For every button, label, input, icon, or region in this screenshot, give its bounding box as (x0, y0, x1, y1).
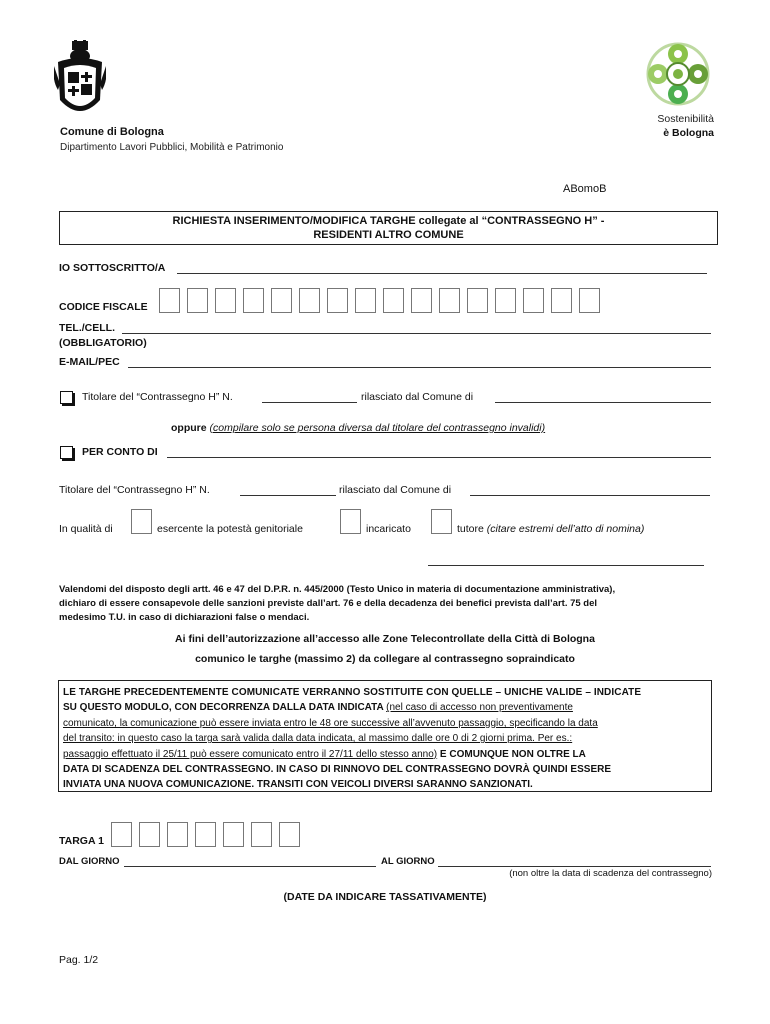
per-conto-input-line[interactable] (167, 457, 711, 458)
notice-line-7: INVIATA UNA NUOVA COMUNICAZIONE. TRANSITI CON VEICOLI DIVERSI SARANNO SANZIONATI. (63, 779, 533, 791)
declaration-line-3: medesimo T.U. in caso di dichiarazioni false o mendaci. (59, 612, 310, 623)
targa-box[interactable] (111, 822, 132, 847)
titolare-text-1: Titolare del “Contrassegno H” N. (82, 391, 233, 403)
notice-line-6: DATA DI SCADENZA DEL CONTRASSEGNO. IN CASO DI RINNOVO DEL CONTRASSEGNO DOVRÀ QUINDI ESSERE (63, 764, 612, 776)
notice-line-5b: E COMUNQUE NON OLTRE LA (437, 748, 586, 760)
notice-line-2 (63, 700, 707, 715)
titolare2-text-1: Titolare del “Contrassegno H” N. (59, 484, 210, 496)
dal-giorno-label: DAL GIORNO (59, 856, 120, 867)
cf-box[interactable] (243, 288, 264, 313)
qualita-opt-incaricato: incaricato (366, 523, 411, 535)
department-name: Dipartimento Lavori Pubblici, Mobilità e Patrimonio (60, 142, 284, 153)
declaration-line-2: dichiaro di essere consapevole delle sanzioni previste dall’art. 76 e della decadenza dei benefici prevista dall’art. 75 del (59, 598, 598, 609)
notice-box (58, 680, 712, 792)
al-giorno-label: AL GIORNO (381, 856, 435, 867)
declaration-line-1 (59, 583, 711, 597)
cf-box[interactable] (383, 288, 404, 313)
declaration-lead: Valendomi del disposto degli artt. 46 e 47 del D.P.R. n. 445/2000 (59, 584, 344, 595)
per-conto-checkbox[interactable] (60, 446, 73, 459)
title-line-2: RESIDENTI ALTRO COMUNE (313, 229, 464, 241)
org-name: Comune di Bologna (60, 126, 164, 138)
purpose-line-2: comunico le targhe (massimo 2) da collegare al contrassegno sopraindicato (195, 653, 575, 665)
qualita-incaricato-box[interactable] (340, 509, 361, 534)
titolare2-comune-line[interactable] (470, 495, 710, 496)
oppure-word: oppure (171, 422, 207, 434)
declaration-block (59, 583, 711, 625)
sottoscritto-label: IO SOTTOSCRITTO/A (59, 262, 166, 274)
right-logo-text-1: Sostenibilità (657, 113, 714, 125)
cf-box[interactable] (439, 288, 460, 313)
targa-box[interactable] (195, 822, 216, 847)
notice-line-4: del transito: in questo caso la targa sarà valida dalla data indicata, al massimo dalle ore 0 di 2 giorni prima. Per es.: (63, 733, 573, 745)
al-giorno-line[interactable] (438, 866, 711, 867)
bologna-coat-of-arms-logo (54, 40, 106, 122)
qualita-opt-genitoriale: esercente la potestà genitoriale (157, 523, 303, 535)
cf-box[interactable] (523, 288, 544, 313)
title-line-1: RICHIESTA INSERIMENTO/MODIFICA TARGHE collegate al “CONTRASSEGNO H” - (172, 215, 605, 227)
qualita-label: In qualità di (59, 523, 113, 535)
sottoscritto-input-line[interactable] (177, 273, 707, 274)
date-tassative-note: (DATE DA INDICARE TASSATIVAMENTE) (283, 891, 487, 903)
oppure-line (171, 422, 545, 434)
targa-box[interactable] (167, 822, 188, 847)
page-number: Pag. 1/2 (59, 954, 99, 966)
cf-box[interactable] (467, 288, 488, 313)
qualita-tutore-note: (citare estremi dell’atto di nomina) (486, 523, 645, 535)
per-conto-label: PER CONTO DI (82, 446, 158, 458)
doc-code: ABomoB (563, 183, 607, 195)
cf-box[interactable] (159, 288, 180, 313)
dal-giorno-line[interactable] (124, 866, 376, 867)
codice-fiscale-label: CODICE FISCALE (59, 301, 148, 313)
cf-box[interactable] (187, 288, 208, 313)
purpose-line-1: Ai fini dell’autorizzazione all’accesso alle Zone Telecontrollate della Città di Bologna (175, 633, 595, 645)
notice-line-3: comunicato, la comunicazione può essere inviata entro le 48 ore successive all’avvenuto passaggio, specificando la data (63, 717, 598, 729)
cf-box[interactable] (299, 288, 320, 313)
atto-nomina-line[interactable] (428, 565, 704, 566)
titolare2-text-2: rilasciato dal Comune di (339, 484, 452, 496)
notice-line-1: LE TARGHE PRECEDENTEMENTE COMUNICATE VERRANNO SOSTITUITE CON QUELLE – UNICHE VALIDE – INDICATE (63, 687, 642, 698)
targa-box[interactable] (223, 822, 244, 847)
title-box (59, 211, 718, 245)
targa-box[interactable] (139, 822, 160, 847)
notice-line-5 (63, 747, 707, 762)
targa-box[interactable] (251, 822, 272, 847)
titolare-text-2: rilasciato dal Comune di (361, 391, 474, 403)
targa-box[interactable] (279, 822, 300, 847)
email-label: E-MAIL/PEC (59, 356, 120, 368)
titolare-numero-line[interactable] (262, 402, 357, 403)
cf-box[interactable] (495, 288, 516, 313)
titolare-comune-line[interactable] (495, 402, 711, 403)
oppure-note: (compilare solo se persona diversa dal titolare del contrassegno invalidi) (209, 422, 546, 434)
tel-input-line[interactable] (122, 333, 711, 334)
notice-line-2a: SU QUESTO MODULO, CON DECORRENZA DALLA DATA INDICATA (63, 702, 387, 714)
cf-box[interactable] (215, 288, 236, 313)
titolare-checkbox[interactable] (60, 391, 73, 404)
cf-box[interactable] (271, 288, 292, 313)
tel-label: TEL./CELL. (59, 322, 115, 334)
targa-scadenza-note: (non oltre la data di scadenza del contrassegno) (509, 868, 712, 879)
sostenibilita-logo (646, 40, 710, 108)
notice-line-5a: passaggio effettuato il 25/11 può essere comunicato entro il 27/11 dello stesso anno) (63, 748, 438, 760)
notice-line-2b: (nel caso di accesso non preventivamente (386, 702, 573, 714)
email-input-line[interactable] (128, 367, 711, 368)
declaration-rest-1: (Testo Unico in materia di documentazione amministrativa), (343, 584, 616, 595)
titolare2-numero-line[interactable] (240, 495, 336, 496)
qualita-opt-tutore: tutore (457, 523, 484, 535)
cf-box[interactable] (551, 288, 572, 313)
right-logo-text-2: è Bologna (663, 127, 714, 139)
cf-box[interactable] (411, 288, 432, 313)
qualita-opt-tutore-line (457, 523, 644, 535)
cf-box[interactable] (355, 288, 376, 313)
targa-label: TARGA 1 (59, 835, 104, 847)
qualita-genitoriale-box[interactable] (131, 509, 152, 534)
cf-box[interactable] (327, 288, 348, 313)
obbligatorio-label: (OBBLIGATORIO) (59, 337, 147, 349)
qualita-tutore-box[interactable] (431, 509, 452, 534)
cf-box[interactable] (579, 288, 600, 313)
